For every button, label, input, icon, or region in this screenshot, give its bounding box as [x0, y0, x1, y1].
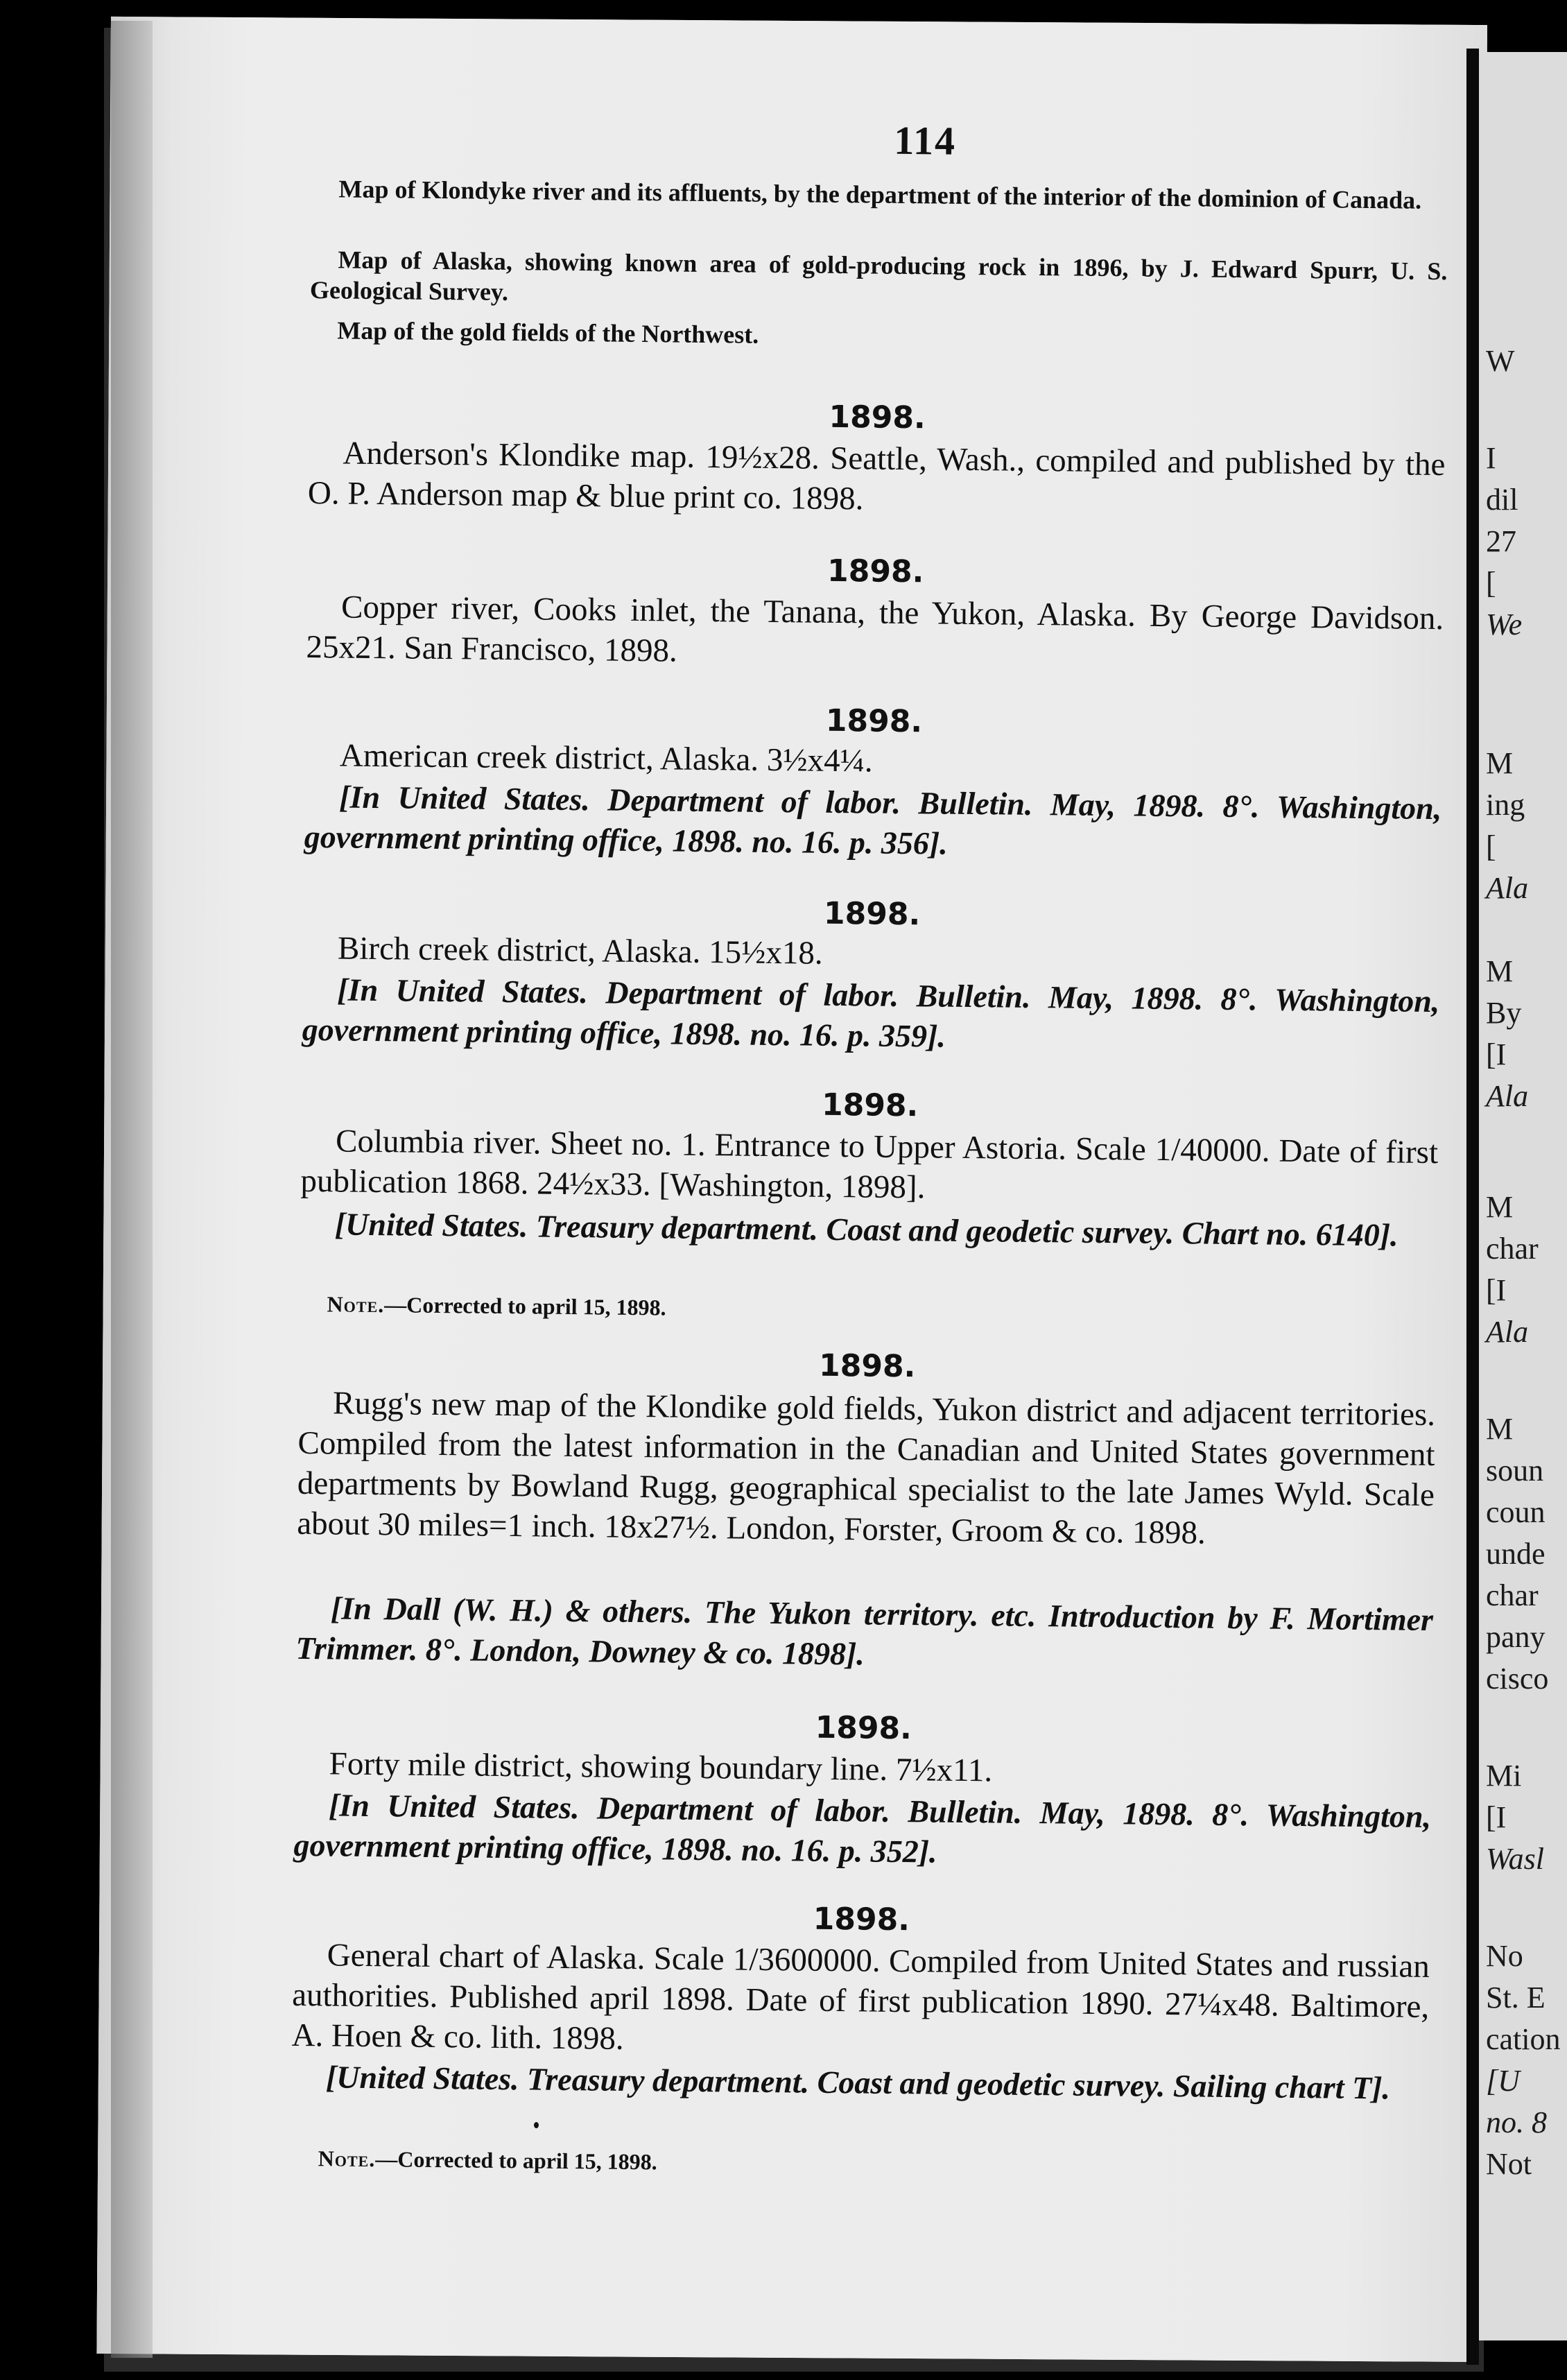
book-spine-shading	[111, 21, 153, 2358]
next-page-fragment: dil	[1486, 483, 1518, 517]
next-page-fragment: [I	[1486, 1273, 1507, 1307]
entry-citation: [In Dall (W. H.) & others. The Yukon territory. etc. Introduction by F. Mortimer Trimmer. 8°. London, Downey & co. 1898].	[295, 1590, 1434, 1672]
next-page-fragment: 27	[1486, 524, 1516, 558]
next-page-fragment: Wasl	[1486, 1842, 1544, 1876]
next-page-fragment: Ala	[1486, 1079, 1529, 1113]
entry-year: 1898.	[813, 1901, 910, 1938]
intro-entry: Map of the gold fields of the Northwest.	[337, 316, 759, 349]
note-label: Note.	[318, 2146, 376, 2172]
next-page-fragment: Not	[1486, 2147, 1532, 2181]
entry-year: 1898.	[826, 553, 924, 590]
next-page-fragment: Ala	[1486, 1315, 1529, 1349]
next-page-fragment: M	[1486, 1190, 1514, 1224]
next-page-fragment: By	[1486, 996, 1522, 1030]
next-page-fragment: no. 8	[1486, 2105, 1547, 2139]
next-page-fragment: M	[1486, 954, 1514, 988]
next-page-edge	[1479, 52, 1567, 2340]
entry-year: 1898.	[815, 1709, 912, 1747]
entry-text: Birch creek district, Alaska. 15½x18.	[337, 930, 823, 972]
entry-citation: [In United States. Department of labor. Bulletin. May, 1898. 8°. Washington, government printing office, 1898. no. 16. p. 359].	[302, 972, 1440, 1054]
entry-citation: [United States. Treasury department. Coast and geodetic survey. Chart no. 6140].	[334, 1206, 1399, 1253]
entry-text: Forty mile district, showing boundary line. 7½x11.	[329, 1745, 993, 1789]
entry-year: 1898.	[829, 399, 926, 436]
next-page-fragment: M	[1486, 746, 1514, 780]
next-page-fragment: [U	[1486, 2064, 1520, 2098]
next-page-fragment: We	[1486, 607, 1523, 641]
entry-year: 1898.	[825, 702, 923, 740]
next-page-fragment: No	[1486, 1939, 1523, 1973]
next-page-fragment: ing	[1486, 788, 1525, 822]
next-page-fragment: Ala	[1486, 871, 1529, 905]
next-page-fragment: M	[1486, 1412, 1514, 1446]
page-number: 114	[893, 117, 957, 164]
next-page-fragment: unde	[1486, 1537, 1546, 1571]
intro-entry: Map of Alaska, showing known area of gold-producing rock in 1896, by J. Edward Spurr, U. S. Geological Survey.	[309, 245, 1448, 306]
next-page-fragment: char	[1486, 1578, 1539, 1612]
next-page-fragment: W	[1486, 344, 1515, 378]
note-label: Note.	[327, 1291, 385, 1318]
entry-citation: [In United States. Department of labor. Bulletin. May, 1898. 8°. Washington, government printing office, 1898. no. 16. p. 356].	[304, 779, 1442, 861]
next-page-fragment: Mi	[1486, 1759, 1522, 1793]
entry-year: 1898.	[818, 1347, 916, 1385]
next-page-fragment: I	[1486, 441, 1496, 475]
next-page-fragment: char	[1486, 1232, 1539, 1266]
note-text: —Corrected to april 15, 1898.	[384, 1292, 666, 1320]
next-page-fragment: pany	[1486, 1620, 1546, 1654]
entry-text: American creek district, Alaska. 3½x4¼.	[339, 737, 873, 779]
note-text: —Corrected to april 15, 1898.	[375, 2146, 657, 2175]
next-page-fragment: [	[1486, 829, 1496, 863]
entry-citation: [United States. Treasury department. Coast and geodetic survey. Sailing chart T].	[325, 2059, 1391, 2106]
entry-year: 1898.	[823, 895, 921, 933]
entry-text: Rugg's new map of the Klondike gold fields, Yukon district and adjacent territories. Compiled from the latest information in the Canadian and United States government departments by Bowland Rugg, geographical specialist to the late James Wyld. Scale about 30 miles=1 inch. 18x27½. London, Forster, Groom & co. 1898.	[297, 1385, 1436, 1551]
entry-text: Copper river, Cooks inlet, the Tanana, the Yukon, Alaska. By George Davidson. 25x21. San Francisco, 1898.	[306, 589, 1444, 669]
ink-speck	[534, 2122, 539, 2128]
next-page-fragment: coun	[1486, 1495, 1546, 1529]
next-page-fragment: [I	[1486, 1037, 1507, 1071]
next-page-fragment: St. E	[1486, 1981, 1546, 2015]
next-page-fragment: [I	[1486, 1800, 1507, 1834]
next-page-fragment: soun	[1486, 1454, 1544, 1488]
entry-year: 1898.	[821, 1087, 919, 1124]
entry-text: Anderson's Klondike map. 19½x28. Seattle, Wash., compiled and published by the O. P. Anderson map & blue print co. 1898.	[307, 435, 1446, 517]
entry-citation: [In United States. Department of labor. Bulletin. May, 1898. 8°. Washington, government printing office, 1898. no. 16. p. 352].	[293, 1787, 1432, 1870]
page-gutter	[1466, 49, 1479, 2365]
next-page-fragment: cisco	[1486, 1662, 1549, 1696]
next-page-fragment: cation	[1486, 2022, 1561, 2056]
intro-entry: Map of Klondyke river and its affluents, by the department of the interior of the dominion of Canada.	[338, 175, 1422, 214]
entry-text: General chart of Alaska. Scale 1/3600000. Compiled from United States and russian authorities. Published april 1898. Date of first publication 1890. 27¼x48. Baltimore, A. Hoen & co. lith. 1898.	[291, 1937, 1430, 2057]
entry-text: Columbia river. Sheet no. 1. Entrance to Upper Astoria. Scale 1/40000. Date of first publication 1868. 24½x33. [Washington, 1898].	[300, 1123, 1439, 1206]
next-page-fragment: [	[1486, 566, 1496, 600]
